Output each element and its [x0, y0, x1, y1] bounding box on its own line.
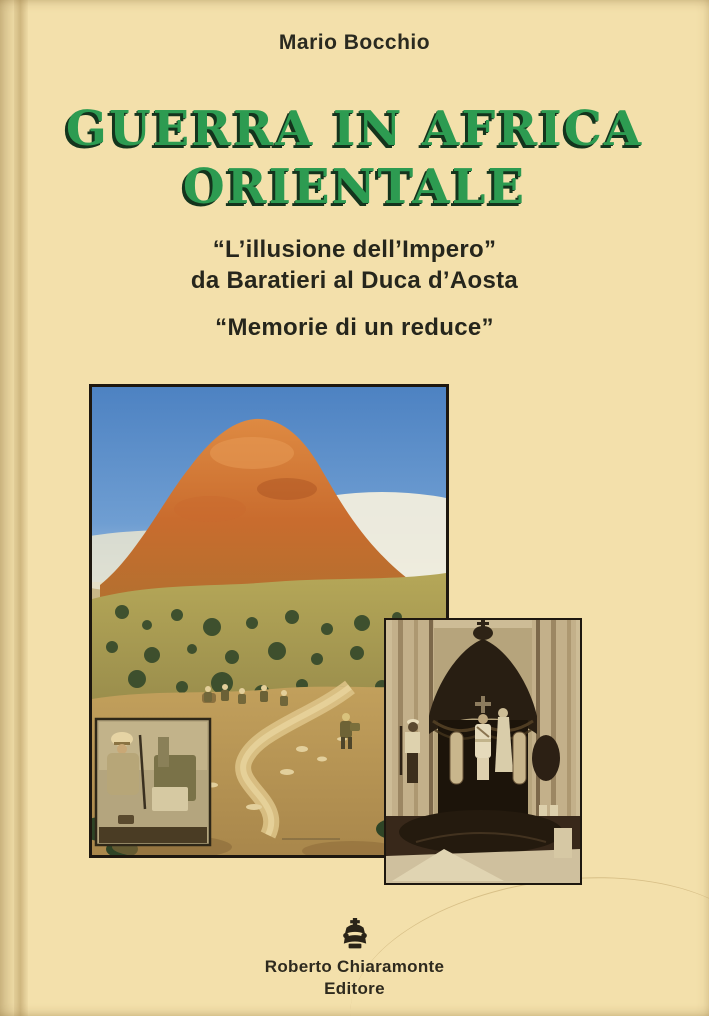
subtitle-block [0, 234, 709, 296]
publisher-block [0, 918, 709, 1000]
crown-printer-mark-icon [0, 918, 709, 952]
pedestal [450, 732, 463, 784]
throne-photo [384, 618, 582, 885]
subtitle-quote: “Memorie di un reduce” [215, 314, 494, 341]
author-name: Mario Bocchio [278, 31, 431, 54]
subtitle-line-2: da Baratieri al Duca d’Aosta [190, 267, 519, 294]
subtitle-line-1: “L’illusione dell’Impero” [212, 236, 497, 263]
publisher-role: Editore [324, 979, 385, 998]
book-title [0, 100, 709, 216]
inset-photo-seated-soldiers [96, 719, 210, 845]
title-line-1: GUERRA IN AFRICA [65, 101, 644, 157]
publisher-name: Roberto Chiaramonte [264, 957, 445, 976]
throne-photo-art [386, 620, 580, 883]
title-line-2: ORIENTALE [182, 159, 527, 215]
column-base [554, 828, 572, 858]
pedestal [513, 732, 526, 784]
